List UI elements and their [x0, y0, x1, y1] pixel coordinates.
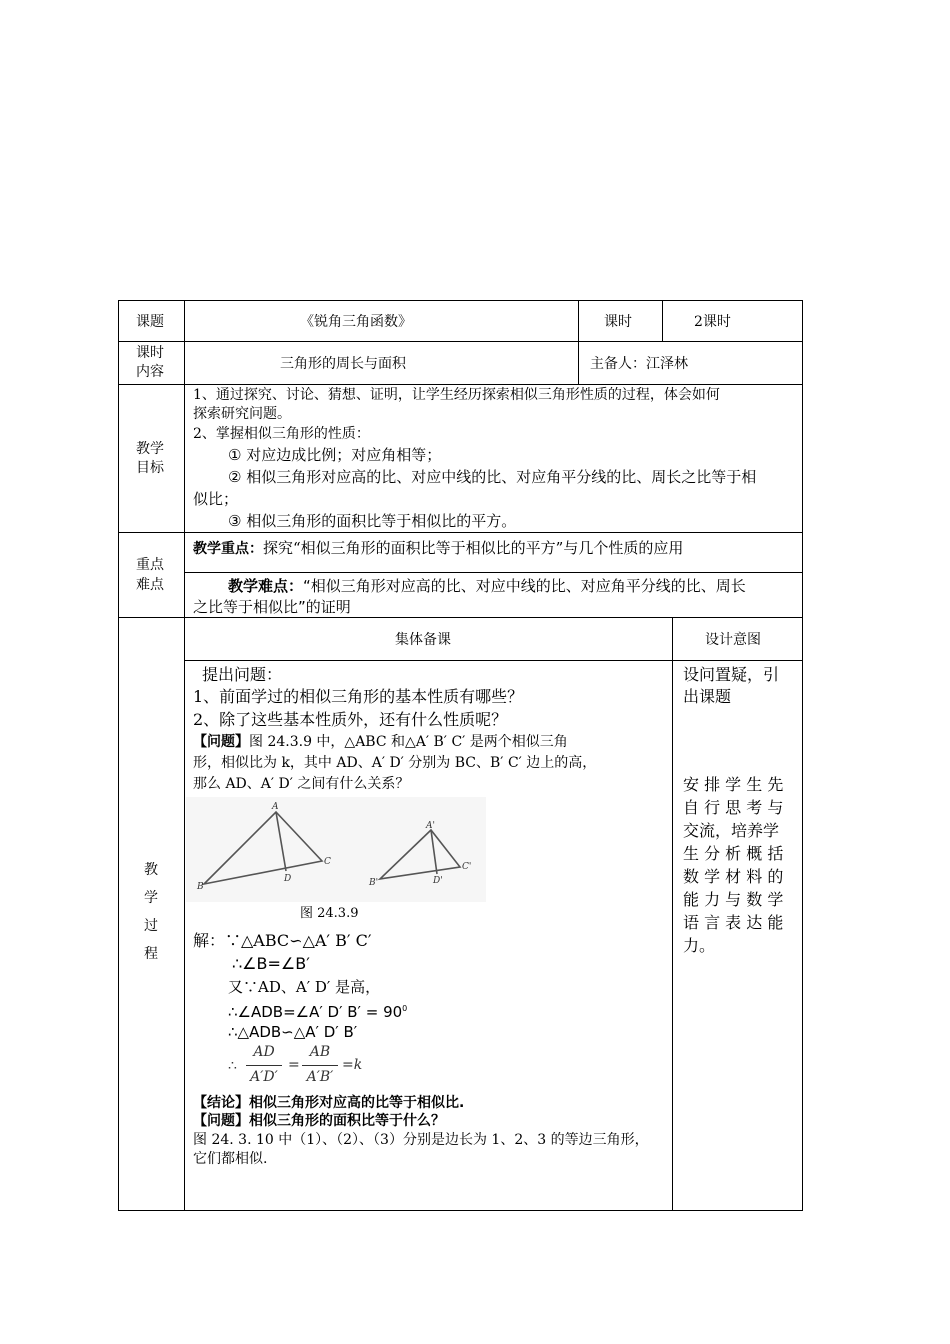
triangle-diagram [186, 797, 486, 902]
label-B-prime: B' [369, 878, 379, 888]
diff-title: 教学难点： [228, 577, 304, 595]
figure-caption: 图 24.3.9 [300, 906, 359, 921]
problem-line-2: 形，相似比为 k，其中 AD、A′ D′ 分别为 BC、B′ C′ 边上的高， [193, 755, 597, 771]
design-line-10: 力。 [683, 936, 716, 955]
therefore-symbol: ∴ [228, 1058, 237, 1074]
diff-line-1 [228, 576, 746, 596]
goal-line-5: ② 相似三角形对应高的比、对应中线的比、对应角平分线的比、周长之比等于相 [228, 468, 757, 486]
content-value: 三角形的周长与面积 [280, 356, 406, 372]
process-label-char: 程 [144, 946, 158, 962]
process-label-char: 教 [144, 862, 158, 878]
preparer: 主备人：江泽林 [590, 356, 688, 372]
focus-text: 探究“相似三角形的面积比等于相似比的平方”与几个性质的应用 [263, 539, 684, 557]
design-line-8: 能 力 与 数 学 [683, 890, 784, 909]
q2: 2、除了这些基本性质外，还有什么性质呢？ [193, 710, 508, 729]
content-label-2: 内容 [136, 364, 164, 380]
problem-text-1: 图 24.3.9 中，△ABC 和△A′ B′ C′ 是两个相似三角 [249, 734, 568, 750]
fig2-text-2: 它们都相似. [193, 1151, 268, 1167]
problem-line-1 [193, 733, 568, 751]
goal-line-3: 2、掌握相似三角形的性质： [193, 426, 370, 442]
hours-label: 课时 [604, 314, 632, 330]
topic-value: 《锐角三角函数》 [300, 314, 412, 330]
design-line-9: 语 言 表 达 能 [683, 913, 784, 932]
goal-line-6: 似比； [193, 490, 239, 508]
key-label-2: 难点 [136, 577, 164, 593]
label-D-prime: D' [433, 876, 443, 886]
figure-triangles [186, 797, 486, 902]
focus-title: 教学重点： [193, 541, 263, 557]
fig2-text-1: 图 24. 3. 10 中（1）、（2）、（3）分别是边长为 1、2、3 的等边三角形， [193, 1132, 649, 1148]
q-intro: 提出问题： [202, 665, 283, 684]
equals-sign: = [288, 1057, 300, 1073]
design-line-5: 交流，培养学 [683, 821, 780, 840]
process-label-char: 学 [144, 890, 158, 906]
content-label-1: 课时 [136, 345, 164, 361]
goals-label-1: 教学 [136, 441, 164, 457]
topic-label: 课题 [136, 314, 164, 330]
problem-line-3: 那么 AD、A′ D′ 之间有什么关系？ [193, 776, 410, 792]
col-design-header: 设计意图 [705, 632, 761, 648]
process-label [141, 856, 161, 968]
solution-line-4-sup: 0 [402, 1004, 408, 1013]
design-line-4: 自 行 思 考 与 [683, 798, 784, 817]
frac1-denominator: A′D′ [250, 1069, 278, 1085]
fraction-equation [228, 1044, 428, 1090]
col-main-header: 集体备课 [395, 632, 451, 648]
frac2-denominator: A′B′ [306, 1069, 334, 1085]
solution-line-4 [228, 1000, 407, 1021]
design-line-2: 出课题 [683, 687, 732, 706]
label-A-prime: A' [426, 821, 435, 831]
goals-label-2: 目标 [136, 460, 164, 476]
label-D: D [284, 874, 292, 884]
hours-value: 2课时 [694, 314, 731, 330]
q1: 1、前面学过的相似三角形的基本性质有哪些？ [193, 687, 524, 706]
goal-line-7: ③ 相似三角形的面积比等于相似比的平方。 [228, 512, 517, 530]
equals-k: =k [342, 1057, 363, 1073]
design-line-1: 设问置疑，引 [683, 665, 780, 684]
conclusion: 【结论】相似三角形对应高的比等于相似比. [193, 1095, 465, 1111]
design-line-6: 生 分 析 概 括 [683, 844, 784, 863]
solution-line-5: ∴△ADB∽△A′ D′ B′ [228, 1023, 358, 1041]
frac1-numerator: AD [253, 1044, 275, 1060]
focus-line [193, 539, 683, 558]
process-label-char: 过 [144, 918, 158, 934]
solution-line-1: 解：∵△ABC∽△A′ B′ C′ [193, 931, 372, 950]
goal-line-1: 1、通过探究、讨论、猜想、证明，让学生经历探索相似三角形性质的过程，体会如何 [193, 387, 720, 403]
solution-line-4-text: ∴∠ADB=∠A′ D′ B′ = 90 [228, 1003, 403, 1021]
solution-line-3: 又∵AD、A′ D′ 是高， [228, 978, 381, 996]
goal-line-2: 探索研究问题。 [193, 406, 291, 422]
frac2-numerator: AB [309, 1044, 331, 1060]
label-C-prime: C' [462, 862, 472, 872]
solution-line-2: ∴∠B=∠B′ [232, 954, 310, 973]
question-2: 【问题】相似三角形的面积比等于什么？ [193, 1113, 445, 1129]
diff-text-1: “相似三角形对应高的比、对应中线的比、对应角平分线的比、周长 [303, 577, 746, 595]
label-C: C [324, 857, 331, 867]
design-line-7: 数 学 材 料 的 [683, 867, 784, 886]
key-label-1: 重点 [136, 557, 164, 573]
label-A: A [272, 802, 279, 812]
design-line-3: 安 排 学 生 先 [683, 775, 784, 794]
problem-tag: 【问题】 [193, 734, 249, 750]
diff-line-2: 之比等于相似比”的证明 [193, 598, 351, 616]
goal-line-4: ① 对应边成比例；对应角相等； [228, 446, 442, 464]
label-B: B [197, 882, 204, 892]
